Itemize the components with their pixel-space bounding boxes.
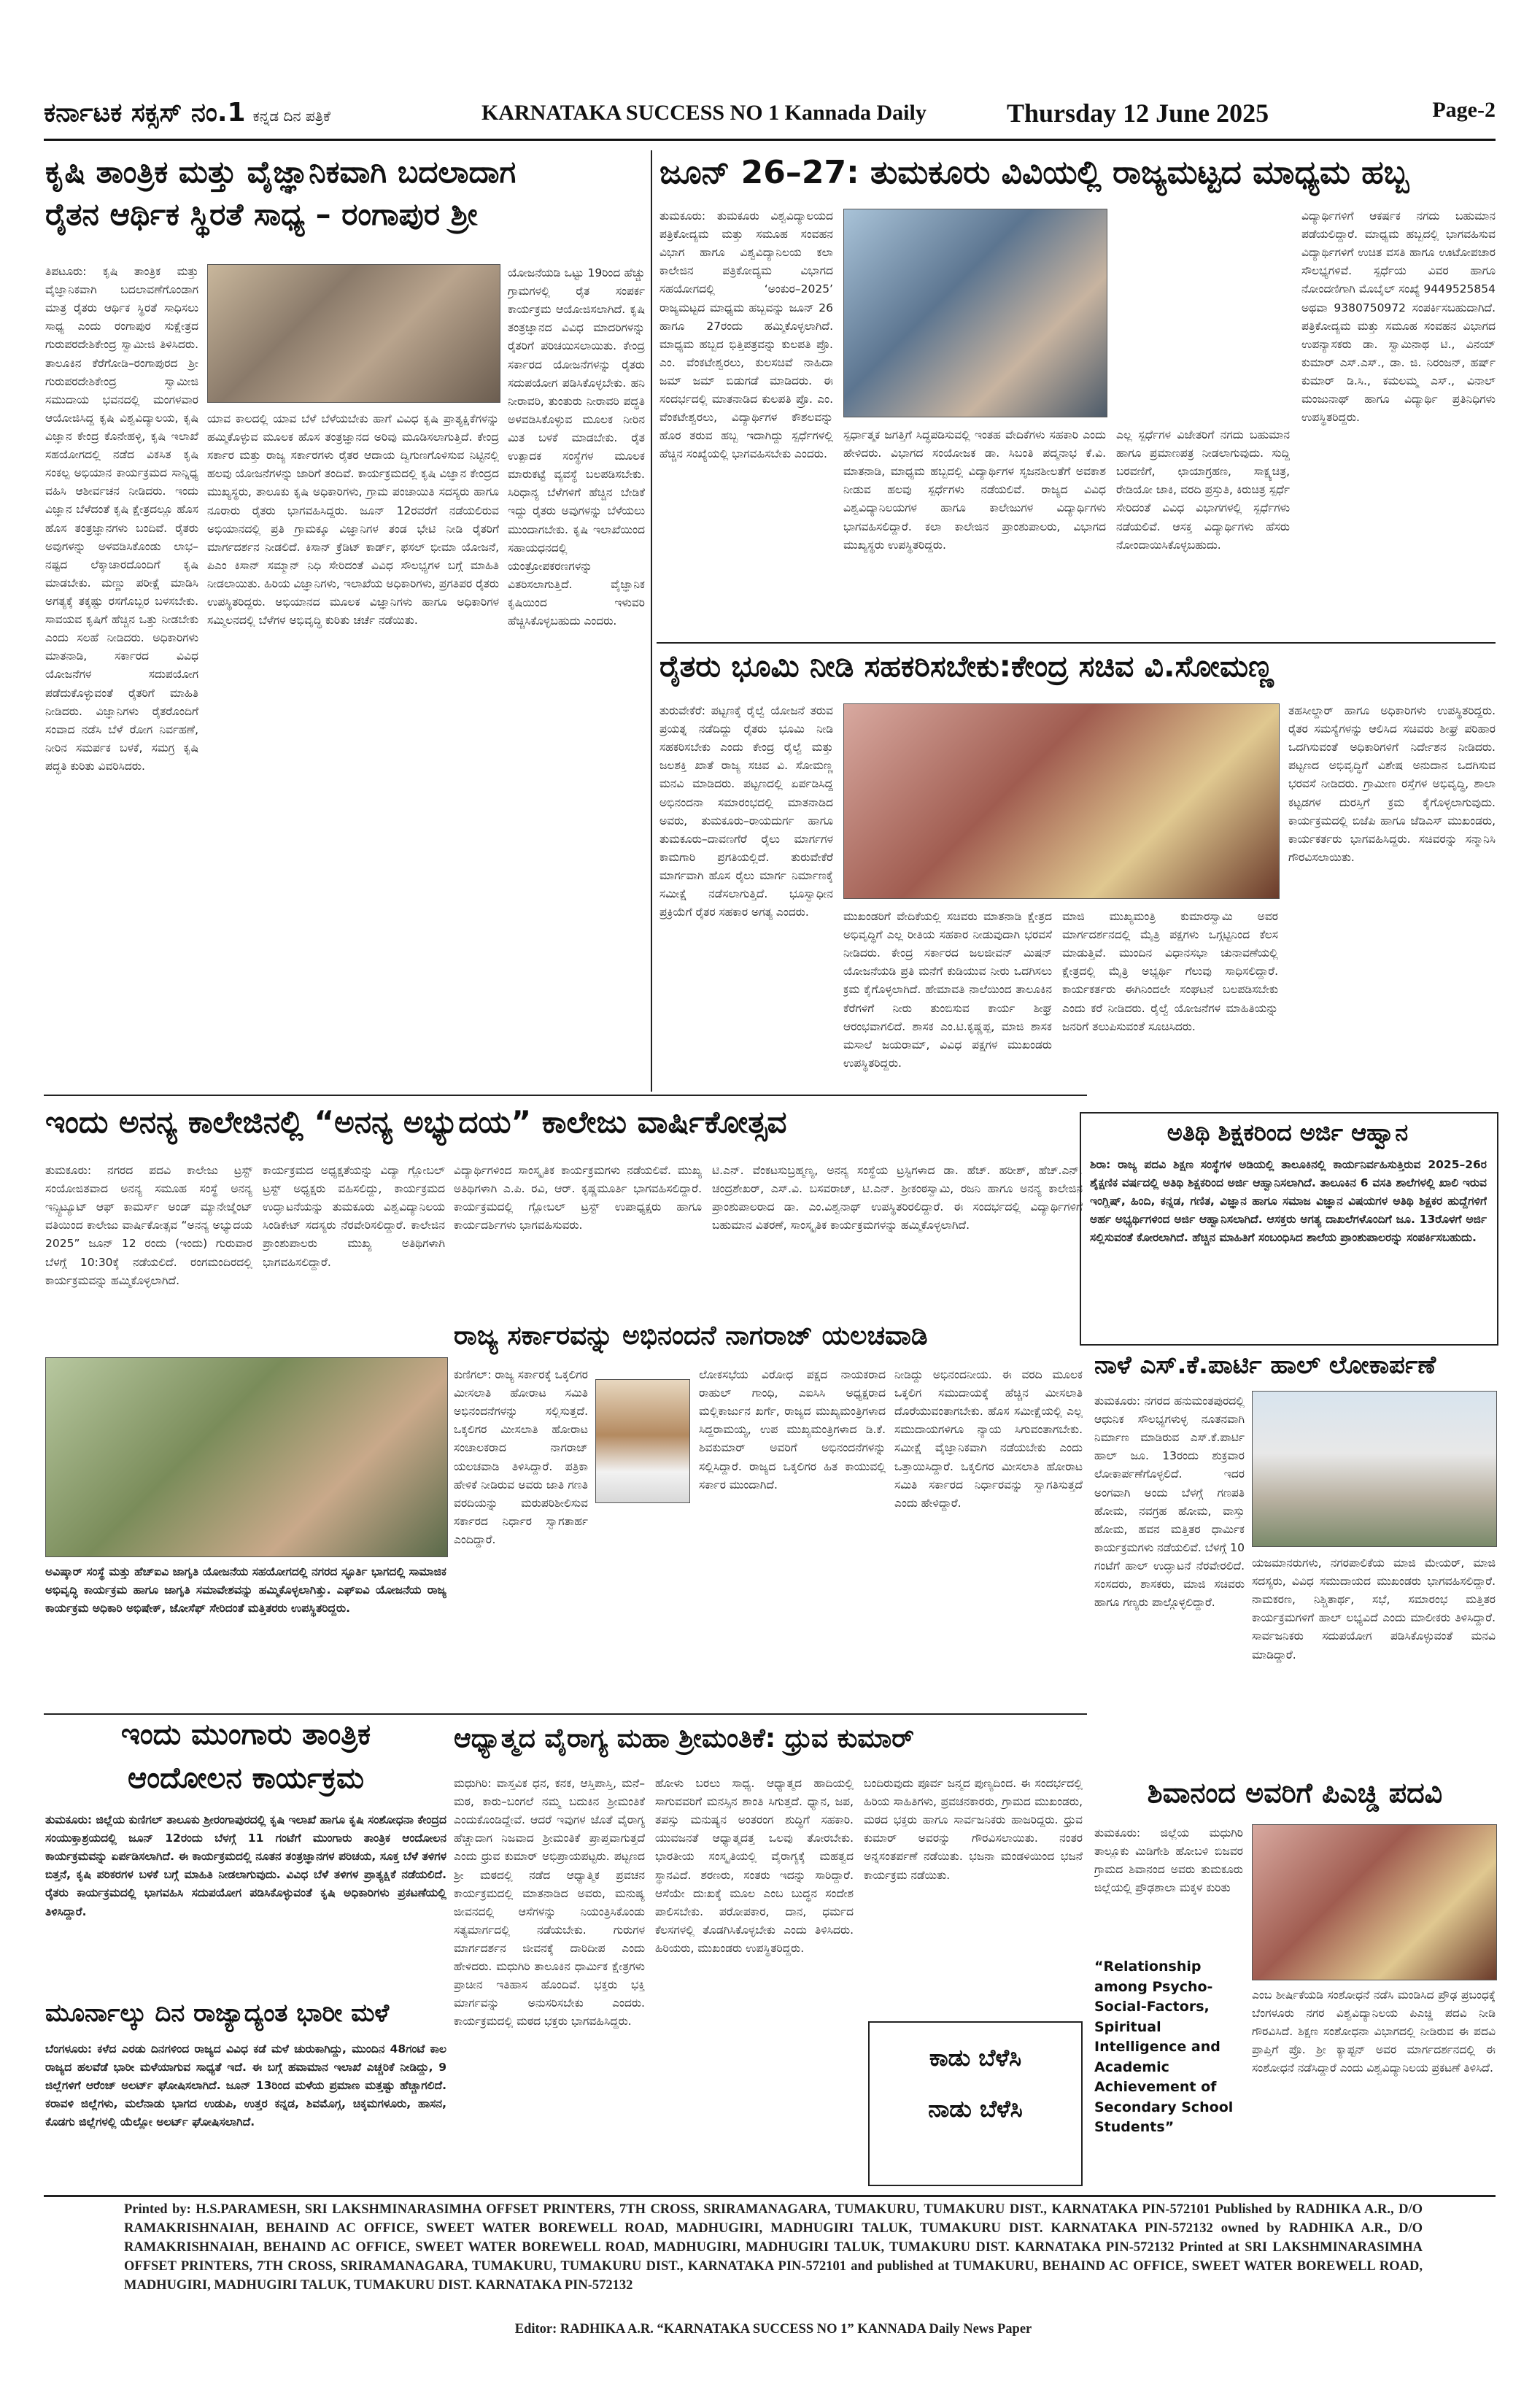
somanna-headline: ರೈತರು ಭೂಮಿ ನೀಡಿ ಸಹಕರಿಸಬೇಕು:ಕೇಂದ್ರ ಸಚಿವ ವಿ.ಸೋಮಣ್ಣ <box>659 649 1274 684</box>
ananya-body-right: ವಿದ್ಯಾರ್ಥಿಗಳಿಂದ ಸಾಂಸ್ಕೃತಿಕ ಕಾರ್ಯಕ್ರಮಗಳು ನಡೆಯಲಿವೆ. ಮುಖ್ಯ ಅತಿಥಿಗಳಾಗಿ ಎ.ಪಿ. ರವಿ, ಆರ್. ಕೃಷ್ಣಮೂರ್ತಿ ಭಾಗವಹಿಸಲಿದ್ದಾರೆ. ಕಾರ್ಯಕ್ರಮದಲ್ಲಿ ಗ್ಲೋಬಲ್ ಟ್ರಸ್ಟ್ ಉಪಾಧ್ಯಕ್ಷರು ಹಾಗೂ ಕಾರ್ಯದರ್ಶಿಗಳು ಭಾಗವಹಿಸುವರು. <box>454 1164 702 1232</box>
sk-park-photo <box>1252 1391 1497 1547</box>
shivananda-headline: ಶಿವಾನಂದ ಅವರಿಗೆ ಪಿಎಚ್ಡಿ ಪದವಿ <box>1147 1777 1443 1809</box>
page-number: Page-2 <box>1432 98 1496 122</box>
column-divider <box>651 150 652 1092</box>
somanna-body-left: ತುರುವೇಕೆರೆ: ಪಟ್ಟಣಕ್ಕೆ ರೈಲ್ವೆ ಯೋಜನೆ ತರುವ ಪ್ರಯತ್ನ ನಡೆದಿದ್ದು ರೈತರು ಭೂಮಿ ನೀಡಿ ಸಹಕರಿಸಬೇಕು ಎಂದು ಕೇಂದ್ರ ರೈಲ್ವೆ ಮತ್ತು ಜಲಶಕ್ತಿ ಖಾತೆ ರಾಜ್ಯ ಸಚಿವ ವಿ. ಸೋಮಣ್ಣ ಮನವಿ ಮಾಡಿದರು. ಪಟ್ಟಣದಲ್ಲಿ ಏರ್ಪಡಿಸಿದ್ದ ಅಭಿನಂದನಾ ಸಮಾರಂಭದಲ್ಲಿ ಮಾತನಾಡಿದ ಅವರು, ತುಮಕೂರು–ರಾಯದುರ್ಗ ಹಾಗೂ ತುಮಕೂರು–ದಾವಣಗೆರೆ ರೈಲು ಮಾರ್ಗಗಳ ಕಾಮಗಾರಿ ಪ್ರಗತಿಯಲ್ಲಿದೆ. ತುರುವೇಕೆರೆ ಮಾರ್ಗವಾಗಿ ಹೊಸ ರೈಲು ಮಾರ್ಗ ನಿರ್ಮಾಣಕ್ಕೆ ಸಮೀಕ್ಷೆ ನಡೆಸಲಾಗುತ್ತಿದೆ. ಭೂಸ್ವಾಧೀನ ಪ್ರಕ್ರಿಯೆಗೆ ರೈತರ ಸಹಕಾರ ಅಗತ್ಯ ಎಂದರು. <box>659 704 833 919</box>
newspaper-logo: ಕರ್ನಾಟಕ ಸಕ್ಸಸ್ ನಂ.1 ಕನ್ನಡ ದಿನ ಪತ್ರಿಕೆ <box>44 98 330 128</box>
rain-body: ಬೆಂಗಳೂರು: ಕಳೆದ ಎರಡು ದಿನಗಳಿಂದ ರಾಜ್ಯದ ವಿವಿಧ ಕಡೆ ಮಳೆ ಚುರುಕಾಗಿದ್ದು, ಮುಂದಿನ 48ಗಂಟೆ ಕಾಲ ರಾಜ್ಯದ ಹಲವೆಡೆ ಭಾರೀ ಮಳೆಯಾಗುವ ಸಾಧ್ಯತೆ ಇದೆ. ಈ ಬಗ್ಗೆ ಹವಾಮಾನ ಇಲಾಖೆ ಎಚ್ಚರಿಕೆ ನೀಡಿದ್ದು, 9 ಜಿಲ್ಲೆಗಳಿಗೆ ಆರೆಂಜ್ ಅಲರ್ಟ್ ಘೋಷಿಸಲಾಗಿದೆ. ಜೂನ್ 13ರಿಂದ ಮಳೆಯ ಪ್ರಮಾಣ ಮತ್ತಷ್ಟು ಹೆಚ್ಚಾಗಲಿದೆ. ಕರಾವಳಿ ಜಿಲ್ಲೆಗಳು, ಮಲೆನಾಡು ಭಾಗದ ಉಡುಪಿ, ಉತ್ತರ ಕನ್ನಡ, ಶಿವಮೊಗ್ಗ, ಚಿಕ್ಕಮಗಳೂರು, ಹಾಸನ, ಕೊಡಗು ಜಿಲ್ಲೆಗಳಲ್ಲಿ ಯೆಲ್ಲೋ ಅಲರ್ಟ್ ಘೋಷಿಸಲಾಗಿದೆ. <box>45 2042 446 2129</box>
krishi-body-left: ತಿಪಟೂರು: ಕೃಷಿ ತಾಂತ್ರಿಕ ಮತ್ತು ವೈಜ್ಞಾನಿಕವಾಗಿ ಬದಲಾವಣೆಗೊಂಡಾಗ ಮಾತ್ರ ರೈತರು ಆರ್ಥಿಕ ಸ್ಥಿರತೆ ಸಾಧಿಸಲು ಸಾಧ್ಯ ಎಂದು ರಂಗಾಪುರ ಸುಕ್ಷೇತ್ರದ ಗುರುಪರದೇಶಿಕೇಂದ್ರ ಸ್ವಾಮೀಜಿ ತಿಳಿಸಿದರು. ತಾಲೂಕಿನ ಕೆರೆಗೋಡಿ–ರಂಗಾಪುರದ ಶ್ರೀ ಗುರುಪರದೇಶಿಕೇಂದ್ರ ಸ್ವಾಮೀಜಿ ಸಮುದಾಯ ಭವನದಲ್ಲಿ ಮಂಗಳವಾರ ಆಯೋಜಿಸಿದ್ದ ಕೃಷಿ ವಿಶ್ವವಿದ್ಯಾಲಯ, ಕೃಷಿ ವಿಜ್ಞಾನ ಕೇಂದ್ರ ಕೊನೇಹಳ್ಳಿ, ಕೃಷಿ ಇಲಾಖೆ ಸಹಯೋಗದಲ್ಲಿ ನಡೆದ ವಿಕಸಿತ ಕೃಷಿ ಸಂಕಲ್ಪ ಅಭಿಯಾನ ಕಾರ್ಯಕ್ರಮದ ಸಾನ್ನಿಧ್ಯ ವಹಿಸಿ ಆಶೀರ್ವಚನ ನೀಡಿದರು. ಇಂದು ವಿಜ್ಞಾನ ಬೆಳೆದಂತೆ ಕೃಷಿ ಕ್ಷೇತ್ರದಲ್ಲೂ ಹೊಸ ಹೊಸ ತಂತ್ರಜ್ಞಾನಗಳು ಬಂದಿವೆ. ರೈತರು ಅವುಗಳನ್ನು ಅಳವಡಿಸಿಕೊಂಡು ಲಾಭ–ನಷ್ಟದ ಲೆಕ್ಕಾಚಾರದೊಂದಿಗೆ ಕೃಷಿ ಮಾಡಬೇಕು. ಮಣ್ಣು ಪರೀಕ್ಷೆ ಮಾಡಿಸಿ ಅಗತ್ಯಕ್ಕೆ ತಕ್ಕಷ್ಟು ರಸಗೊಬ್ಬರ ಬಳಸಬೇಕು. ಸಾವಯವ ಕೃಷಿಗೆ ಹೆಚ್ಚಿನ ಒತ್ತು ನೀಡಬೇಕು ಎಂದು ಸಲಹೆ ನೀಡಿದರು. ಅಧಿಕಾರಿಗಳು ಮಾತನಾಡಿ, ಸರ್ಕಾರದ ವಿವಿಧ ಯೋಜನೆಗಳ ಸದುಪಯೋಗ ಪಡೆದುಕೊಳ್ಳುವಂತೆ ರೈತರಿಗೆ ಮಾಹಿತಿ ನೀಡಿದರು. ವಿಜ್ಞಾನಿಗಳು ರೈತರೊಂದಿಗೆ ಸಂವಾದ ನಡೆಸಿ ಬೆಳೆ ರೋಗ ನಿರ್ವಹಣೆ, ನೀರಿನ ಸಮರ್ಪಕ ಬಳಕೆ, ಸಮಗ್ರ ಕೃಷಿ ಪದ್ಧತಿ ಕುರಿತು ವಿವರಿಸಿದರು. <box>45 265 198 773</box>
ananya-body-far: ಟಿ.ಎನ್. ವೆಂಕಟಸುಬ್ರಹ್ಮಣ್ಯ, ಅನನ್ಯ ಸಂಸ್ಥೆಯ ಟ್ರಸ್ಟಿಗಳಾದ ಡಾ. ಹೆಚ್. ಹರೀಶ್, ಹೆಚ್.ಎನ್. ಚಂದ್ರಶೇಖರ್, ಎಸ್.ವಿ. ಬಸವರಾಜ್, ಟಿ.ಎನ್. ಶ್ರೀಕಂಠಸ್ವಾಮಿ, ರಜನಿ ಹಾಗೂ ಅನನ್ಯ ಕಾಲೇಜಿನ ಪ್ರಾಂಶುಪಾಲರಾದ ಡಾ. ಎಂ.ವಿಶ್ವನಾಥ್ ಉಪಸ್ಥಿತರಿರಲಿದ್ದಾರೆ. ಈ ಸಂದರ್ಭದಲ್ಲಿ ವಿದ್ಯಾರ್ಥಿಗಳಿಗೆ ಬಹುಮಾನ ವಿತರಣೆ, ಸಾಂಸ್ಕೃತಿಕ ಕಾರ್ಯಕ್ರಮಗಳನ್ನು ಹಮ್ಮಿಕೊಳ್ಳಲಾಗಿದೆ. <box>712 1164 1083 1232</box>
nagaraj-headline: ರಾಜ್ಯ ಸರ್ಕಾರವನ್ನು ಅಭಿನಂದನೆ ನಾಗರಾಜ್ ಯಲಚವಾಡಿ <box>454 1321 928 1351</box>
kaadu-box <box>868 2021 1083 2186</box>
nagaraj-body-right: ನೀಡಿದ್ದು ಅಭಿನಂದನೀಯ. ಈ ವರದಿ ಮೂಲಕ ಒಕ್ಕಲಿಗ ಸಮುದಾಯಕ್ಕೆ ಹೆಚ್ಚಿನ ಮೀಸಲಾತಿ ದೊರೆಯುವಂತಾಗಬೇಕು. ಹೊಸ ಸಮೀಕ್ಷೆಯಲ್ಲಿ ಎಲ್ಲ ಸಮುದಾಯಗಳಿಗೂ ನ್ಯಾಯ ಸಿಗುವಂತಾಗಬೇಕು. ಸಮೀಕ್ಷೆ ವೈಜ್ಞಾನಿಕವಾಗಿ ನಡೆಯಬೇಕು ಎಂದು ಒತ್ತಾಯಿಸಿದ್ದಾರೆ. ಒಕ್ಕಲಿಗರ ಮೀಸಲಾತಿ ಹೋರಾಟ ಸಮಿತಿ ಸರ್ಕಾರದ ನಿರ್ಧಾರವನ್ನು ಸ್ವಾಗತಿಸುತ್ತದೆ ಎಂದು ಹೇಳಿದ್ದಾರೆ. <box>894 1368 1083 1510</box>
somanna-photo <box>843 703 1280 899</box>
june-body-left: ತುಮಕೂರು: ತುಮಕೂರು ವಿಶ್ವವಿದ್ಯಾಲಯದ ಪತ್ರಿಕೋದ್ಯಮ ಮತ್ತು ಸಮೂಹ ಸಂವಹನ ವಿಭಾಗ ಹಾಗೂ ವಿಶ್ವವಿದ್ಯಾನಿಲಯ ಕಲಾ ಕಾಲೇಜಿನ ಪತ್ರಿಕೋದ್ಯಮ ವಿಭಾಗದ ಸಹಯೋಗದಲ್ಲಿ ‘ಅಂಕುರ–2025’ ರಾಜ್ಯಮಟ್ಟದ ಮಾಧ್ಯಮ ಹಬ್ಬವನ್ನು ಜೂನ್ 26 ಹಾಗೂ 27ರಂದು ಹಮ್ಮಿಕೊಳ್ಳಲಾಗಿದೆ. ಮಾಧ್ಯಮ ಹಬ್ಬದ ಭಿತ್ತಿಪತ್ರವನ್ನು ಕುಲಪತಿ ಪ್ರೊ. ಎಂ. ವೆಂಕಟೇಶ್ವರಲು, ಕುಲಸಚಿವೆ ನಾಹಿದಾ ಜಮ್ ಜಮ್ ಬಿಡುಗಡೆ ಮಾಡಿದರು. ಈ ಸಂದರ್ಭದಲ್ಲಿ ಮಾತನಾಡಿದ ಕುಲಪತಿ ಪ್ರೊ. ಎಂ. ವೆಂಕಟೇಶ್ವರಲು, ವಿದ್ಯಾರ್ಥಿಗಳ ಕೌಶಲವನ್ನು ಹೊರ ತರುವ ಹಬ್ಬ ಇದಾಗಿದ್ದು ಸ್ಪರ್ಧೆಗಳಲ್ಲಿ ಹೆಚ್ಚಿನ ಸಂಖ್ಯೆಯಲ್ಲಿ ಭಾಗವಹಿಸಬೇಕು ಎಂದರು. <box>659 209 833 461</box>
ananya-caption: ಅವಿಷ್ಕಾರ್ ಸಂಸ್ಥೆ ಮತ್ತು ಹೆಚ್ಐವಿ ಜಾಗೃತಿ ಯೋಜನೆಯ ಸಹಯೋಗದಲ್ಲಿ ನಗರದ ಸ್ಫೂರ್ತಿ ಭಾಗದಲ್ಲಿ ಸಾಮಾಜಿಕ ಅಭಿವೃದ್ಧಿ ಕಾರ್ಯಕ್ರಮ ಹಾಗೂ ಜಾಗೃತಿ ಸಮಾವೇಶವನ್ನು ಹಮ್ಮಿಕೊಳ್ಳಲಾಗಿತ್ತು. ಎಫ್ಐವಿ ಯೋಜನೆಯ ರಾಜ್ಯ ಕಾರ್ಯಕ್ರಮ ಅಧಿಕಾರಿ ಅಭಿಷೇಕ್, ಜೋಸೆಫ್ ಸೇರಿದಂತೆ ಮತ್ತಿತರರು ಉಪಸ್ಥಿತರಿದ್ದರು. <box>45 1565 446 1616</box>
masthead <box>44 98 1496 141</box>
krishi-headline-2: ರೈತನ ಆರ್ಥಿಕ ಸ್ಥಿರತೆ ಸಾಧ್ಯ – ರಂಗಾಪುರ ಶ್ರೀ <box>45 196 478 232</box>
ananya-body-mid: ಕಾರ್ಯಕ್ರಮದ ಅಧ್ಯಕ್ಷತೆಯನ್ನು ವಿದ್ಯಾ ಗ್ಲೋಬಲ್ ಟ್ರಸ್ಟ್ ಅಧ್ಯಕ್ಷರು ವಹಿಸಲಿದ್ದು, ಕಾರ್ಯಕ್ರಮದ ಉದ್ಘಾಟನೆಯನ್ನು ತುಮಕೂರು ವಿಶ್ವವಿದ್ಯಾನಿಲಯ ಸಿಂಡಿಕೇಟ್ ಸದಸ್ಯರು ನೆರವೇರಿಸಲಿದ್ದಾರೆ. ಕಾಲೇಜಿನ ಪ್ರಾಂಶುಪಾಲರು ಮುಖ್ಯ ಅತಿಥಿಗಳಾಗಿ ಭಾಗವಹಿಸಲಿದ್ದಾರೆ. <box>263 1164 445 1269</box>
thesis-title: “Relationship among Psycho-Social-Factors, Spiritual Intelligence and Academic Achievement of Secondary School Students” <box>1094 1959 1234 2136</box>
june-body-right: ಎಲ್ಲ ಸ್ಪರ್ಧೆಗಳ ವಿಜೇತರಿಗೆ ನಗದು ಬಹುಮಾನ ಹಾಗೂ ಪ್ರಮಾಣಪತ್ರ ನೀಡಲಾಗುವುದು. ಸುದ್ದಿ ಬರವಣಿಗೆ, ಛಾಯಾಗ್ರಹಣ, ಸಾಕ್ಷ್ಯಚಿತ್ರ, ರೇಡಿಯೋ ಜಾಕಿ, ವರದಿ ಪ್ರಸ್ತುತಿ, ಕಿರುಚಿತ್ರ ಸ್ಪರ್ಧೆ ಸೇರಿದಂತೆ ವಿವಿಧ ವಿಭಾಗಗಳಲ್ಲಿ ಸ್ಪರ್ಧೆಗಳು ನಡೆಯಲಿವೆ. ಆಸಕ್ತ ವಿದ್ಯಾರ್ಥಿಗಳು ಹೆಸರು ನೋಂದಾಯಿಸಿಕೊಳ್ಳಬಹುದು. <box>1116 428 1290 552</box>
somanna-body-mid: ಮುಖಂಡರಿಗೆ ವೇದಿಕೆಯಲ್ಲಿ ಸಚಿವರು ಮಾತನಾಡಿ ಕ್ಷೇತ್ರದ ಅಭಿವೃದ್ಧಿಗೆ ಎಲ್ಲ ರೀತಿಯ ಸಹಕಾರ ನೀಡುವುದಾಗಿ ಭರವಸೆ ನೀಡಿದರು. ಕೇಂದ್ರ ಸರ್ಕಾರದ ಜಲಜೀವನ್ ಮಿಷನ್ ಯೋಜನೆಯಡಿ ಪ್ರತಿ ಮನೆಗೆ ಕುಡಿಯುವ ನೀರು ಒದಗಿಸಲು ಕ್ರಮ ಕೈಗೊಳ್ಳಲಾಗಿದೆ. ಹೇಮಾವತಿ ನಾಲೆಯಿಂದ ತಾಲೂಕಿನ ಕೆರೆಗಳಿಗೆ ನೀರು ತುಂಬಿಸುವ ಕಾರ್ಯ ಶೀಘ್ರ ಆರಂಭವಾಗಲಿದೆ. ಶಾಸಕ ಎಂ.ಟಿ.ಕೃಷ್ಣಪ್ಪ, ಮಾಜಿ ಶಾಸಕ ಮಸಾಲೆ ಜಯರಾಮ್, ವಿವಿಧ ಪಕ್ಷಗಳ ಮುಖಂಡರು ಉಪಸ್ಥಿತರಿದ್ದರು. <box>843 910 1052 1070</box>
rain-headline: ಮೂರ್ನಾಲ್ಕು ದಿನ ರಾಜ್ಯಾದ್ಯಂತ ಭಾರೀ ಮಳೆ <box>45 1999 390 2028</box>
ananya-body-left: ತುಮಕೂರು: ನಗರದ ಪದವಿ ಕಾಲೇಜು ಟ್ರಸ್ಟ್ ಸಂಯೋಜಿತವಾದ ಅನನ್ಯ ಸಮೂಹ ಸಂಸ್ಥೆ ಅನನ್ಯ ಇನ್ಸ್ಟಿಟ್ಯೂಟ್ ಆಫ್ ಕಾಮರ್ಸ್ ಅಂಡ್ ಮ್ಯಾನೇಜ್ಮೆಂಟ್ ವತಿಯಿಂದ ಕಾಲೇಜು ವಾರ್ಷಿಕೋತ್ಸವ “ಅನನ್ಯ ಅಭ್ಯುದಯ 2025” ಜೂನ್ 12 ರಂದು (ಇಂದು) ಗುರುವಾರ ಬೆಳಗ್ಗೆ 10:30ಕ್ಕೆ ನಡೆಯಲಿದೆ. ರಂಗಮಂದಿರದಲ್ಲಿ ಕಾರ್ಯಕ್ರಮವನ್ನು ಹಮ್ಮಿಕೊಳ್ಳಲಾಗಿದೆ. <box>45 1164 252 1287</box>
issue-date: Thursday 12 June 2025 <box>1007 99 1269 128</box>
somanna-body-right: ಮಾಜಿ ಮುಖ್ಯಮಂತ್ರಿ ಕುಮಾರಸ್ವಾಮಿ ಅವರ ಮಾರ್ಗದರ್ಶನದಲ್ಲಿ ಮೈತ್ರಿ ಪಕ್ಷಗಳು ಒಗ್ಗಟ್ಟಿನಿಂದ ಕೆಲಸ ಮಾಡುತ್ತಿವೆ. ಮುಂದಿನ ವಿಧಾನಸಭಾ ಚುನಾವಣೆಯಲ್ಲಿ ಕ್ಷೇತ್ರದಲ್ಲಿ ಮೈತ್ರಿ ಅಭ್ಯರ್ಥಿ ಗೆಲುವು ಸಾಧಿಸಲಿದ್ದಾರೆ. ಕಾರ್ಯಕರ್ತರು ಈಗಿನಿಂದಲೇ ಸಂಘಟನೆ ಬಲಪಡಿಸಬೇಕು ಎಂದು ಕರೆ ನೀಡಿದರು. ರೈಲ್ವೆ ಯೋಜನೆಗಳ ಮಾಹಿತಿಯನ್ನು ಜನರಿಗೆ ತಲುಪಿಸುವಂತೆ ಸೂಚಿಸಿದರು. <box>1062 910 1278 1033</box>
masthead-center-title: KARNATAKA SUCCESS NO 1 Kannada Daily <box>481 101 926 125</box>
nagaraj-body-left: ಕುಣಿಗಲ್: ರಾಜ್ಯ ಸರ್ಕಾರಕ್ಕೆ ಒಕ್ಕಲಿಗರ ಮೀಸಲಾತಿ ಹೋರಾಟ ಸಮಿತಿ ಅಭಿನಂದನೆಗಳನ್ನು ಸಲ್ಲಿಸುತ್ತದೆ. ಒಕ್ಕಲಿಗರ ಮೀಸಲಾತಿ ಹೋರಾಟ ಸಂಚಾಲಕರಾದ ನಾಗರಾಜ್ ಯಲಚವಾಡಿ ತಿಳಿಸಿದ್ದಾರೆ. ಪತ್ರಿಕಾ ಹೇಳಿಕೆ ನೀಡಿರುವ ಅವರು ಜಾತಿ ಗಣತಿ ವರದಿಯನ್ನು ಮರುಪರಿಶೀಲಿಸುವ ಸರ್ಕಾರದ ನಿರ್ಧಾರ ಸ್ವಾಗತಾರ್ಹ ಎಂದಿದ್ದಾರೆ. <box>454 1368 588 1546</box>
footer-rule <box>44 2195 1496 2197</box>
atithi-box <box>1080 1112 1498 1346</box>
footer-imprint: Printed by: H.S.PARAMESH, SRI LAKSHMINARASIMHA OFFSET PRINTERS, 7TH CROSS, SRIRAMANAGARA, TUMAKURU, TUMAKURU DIST., KARNATAKA PIN-572101 Published by RADHIKA A.R., D/O RAMAKRISHNAIAH, BEHAIND AC OFFICE, SWEET WATER BOREWELL ROAD, MADHUGIRI, MADHUGIRI TALUK, TUMAKURU DIST. KARNATAKA PIN-572132 owned by RADHIKA A.R., D/O RAMAKRISHNAIAH, BEHAIND AC OFFICE, SWEET WATER BOREWELL ROAD, MADHUGIRI, MADHUGIRI TALUK, TUMAKURU DIST. KARNATAKA PIN-572132 Printed at SRI LAKSHMINARASIMHA OFFSET PRINTERS, 7TH CROSS, SRIRAMANAGARA, TUMAKURU, TUMAKURU DIST., KARNATAKA PIN-572101 and published at TUMAKURU, BEHAIND AC OFFICE, SWEET WATER BOREWELL ROAD, MADHUGIRI, MADHUGIRI TALUK, TUMAKURU DIST. KARNATAKA PIN-572132 <box>124 2202 1423 2293</box>
section-divider <box>44 1095 1087 1096</box>
atithi-headline: ಅತಿಥಿ ಶಿಕ್ಷಕರಿಂದ ಅರ್ಜಿ ಆಹ್ವಾನ <box>1167 1119 1409 1146</box>
atithi-body: ಶಿರಾ: ರಾಜ್ಯ ಪದವಿ ಶಿಕ್ಷಣ ಸಂಸ್ಥೆಗಳ ಅಡಿಯಲ್ಲಿ ತಾಲೂಕಿನಲ್ಲಿ ಕಾರ್ಯನಿರ್ವಹಿಸುತ್ತಿರುವ 2025–26ರ ಶೈಕ್ಷಣಿಕ ವರ್ಷದಲ್ಲಿ ಅತಿಥಿ ಶಿಕ್ಷಕರಿಂದ ಅರ್ಜಿ ಆಹ್ವಾನಿಸಲಾಗಿದೆ. ತಾಲೂಕಿನ 6 ವಸತಿ ಶಾಲೆಗಳಲ್ಲಿ ಖಾಲಿ ಇರುವ ಇಂಗ್ಲಿಷ್, ಹಿಂದಿ, ಕನ್ನಡ, ಗಣಿತ, ವಿಜ್ಞಾನ ಹಾಗೂ ಸಮಾಜ ವಿಜ್ಞಾನ ವಿಷಯಗಳ ಅತಿಥಿ ಶಿಕ್ಷಕರ ಹುದ್ದೆಗಳಿಗೆ ಅರ್ಹ ಅಭ್ಯರ್ಥಿಗಳಿಂದ ಅರ್ಜಿ ಆಹ್ವಾನಿಸಲಾಗಿದೆ. ಆಸಕ್ತರು ಅಗತ್ಯ ದಾಖಲೆಗಳೊಂದಿಗೆ ಜೂ. 13ರೊಳಗೆ ಅರ್ಜಿ ಸಲ್ಲಿಸುವಂತೆ ಕೋರಲಾಗಿದೆ. ಹೆಚ್ಚಿನ ಮಾಹಿತಿಗೆ ಸಂಬಂಧಿಸಿದ ಶಾಲೆಯ ಪ್ರಾಂಶುಪಾಲರನ್ನು ಸಂಪರ್ಕಿಸಬಹುದು. <box>1090 1158 1487 1245</box>
sk-park-body-right: ಯಜಮಾನರುಗಳು, ನಗರಪಾಲಿಕೆಯ ಮಾಜಿ ಮೇಯರ್, ಮಾಜಿ ಸದಸ್ಯರು, ವಿವಿಧ ಸಮುದಾಯದ ಮುಖಂಡರು ಭಾಗವಹಿಸಲಿದ್ದಾರೆ. ನಾಮಕರಣ, ನಿಶ್ಚಿತಾರ್ಥ, ಸಭೆ, ಸಮಾರಂಭ ಮತ್ತಿತರ ಕಾರ್ಯಕ್ರಮಗಳಿಗೆ ಹಾಲ್ ಲಭ್ಯವಿದೆ ಎಂದು ಮಾಲೀಕರು ತಿಳಿಸಿದ್ದಾರೆ. ಸಾರ್ವಜನಿಕರು ಸದುಪಯೋಗ ಪಡಿಸಿಕೊಳ್ಳುವಂತೆ ಮನವಿ ಮಾಡಿದ್ದಾರೆ. <box>1252 1556 1496 1662</box>
shivananda-body-bottom: ಎಂಬ ಶೀರ್ಷಿಕೆಯಡಿ ಸಂಶೋಧನೆ ನಡೆಸಿ ಮಂಡಿಸಿದ ಪ್ರೌಢ ಪ್ರಬಂಧಕ್ಕೆ ಬೆಂಗಳೂರು ನಗರ ವಿಶ್ವವಿದ್ಯಾನಿಲಯ ಪಿಎಚ್ಡಿ ಪದವಿ ನೀಡಿ ಗೌರವಿಸಿದೆ. ಶಿಕ್ಷಣ ಸಂಶೋಧನಾ ವಿಭಾಗದಲ್ಲಿ ನೀಡಿರುವ ಈ ಪದವಿ ಪ್ರಾಪ್ತಿಗೆ ಪ್ರೊ. ಶ್ರೀ ಕ್ಯಾಪ್ಟನ್ ಅವರ ಮಾರ್ಗದರ್ಶನದಲ್ಲಿ ಈ ಸಂಶೋಧನೆ ನಡೆಸಿದ್ದಾರೆ ಎಂದು ವಿಶ್ವವಿದ್ಯಾನಿಲಯ ಪ್ರಕಟಣೆ ತಿಳಿಸಿದೆ. <box>1252 1988 1496 2075</box>
dhruva-headline: ಆಧ್ಯಾತ್ಮದ ವೈರಾಗ್ಯ ಮಹಾ ಶ್ರೀಮಂತಿಕೆ: ಧ್ರುವ ಕುಮಾರ್ <box>454 1724 914 1753</box>
mungaru-headline-2: ಆಂದೋಲನ ಕಾರ್ಯಕ್ರಮ <box>127 1761 365 1795</box>
krishi-headline-1: ಕೃಷಿ ತಾಂತ್ರಿಕ ಮತ್ತು ವೈಜ್ಞಾನಿಕವಾಗಿ ಬದಲಾದಾಗ <box>45 154 517 190</box>
sk-park-body: ತುಮಕೂರು: ನಗರದ ಹನುಮಂತಪುರದಲ್ಲಿ ಆಧುನಿಕ ಸೌಲಭ್ಯಗಳುಳ್ಳ ನೂತನವಾಗಿ ನಿರ್ಮಾಣ ಮಾಡಿರುವ ಎಸ್.ಕೆ.ಪಾರ್ಟಿ ಹಾಲ್ ಜೂ. 13ರಂದು ಶುಕ್ರವಾರ ಲೋಕಾರ್ಪಣೆಗೊಳ್ಳಲಿದೆ. ಇದರ ಅಂಗವಾಗಿ ಅಂದು ಬೆಳಗ್ಗೆ ಗಣಪತಿ ಹೋಮ, ನವಗ್ರಹ ಹೋಮ, ವಾಸ್ತು ಹೋಮ, ಹವನ ಮತ್ತಿತರ ಧಾರ್ಮಿಕ ಕಾರ್ಯಕ್ರಮಗಳು ನಡೆಯಲಿವೆ. ಬೆಳಗ್ಗೆ 10 ಗಂಟೆಗೆ ಹಾಲ್ ಉದ್ಘಾಟನೆ ನೆರವೇರಲಿದೆ. ಸಂಸದರು, ಶಾಸಕರು, ಮಾಜಿ ಸಚಿವರು ಹಾಗೂ ಗಣ್ಯರು ಪಾಲ್ಗೊಳ್ಳಲಿದ್ದಾರೆ. <box>1094 1394 1245 1610</box>
shivananda-body-top: ತುಮಕೂರು: ಜಿಲ್ಲೆಯ ಮಧುಗಿರಿ ತಾಲ್ಲೂಕು ಮಿಡಿಗೇಶಿ ಹೋಬಳಿ ಬಿಜವರ ಗ್ರಾಮದ ಶಿವಾನಂದ ಅವರು ತುಮಕೂರು ಜಿಲ್ಲೆಯಲ್ಲಿ ಪ್ರೌಢಶಾಲಾ ಮಕ್ಕಳ ಕುರಿತು <box>1094 1826 1243 1895</box>
section-divider <box>657 642 1496 644</box>
footer-editor: Editor: RADHIKA A.R. “KARNATAKA SUCCESS NO 1” KANNADA Daily News Paper <box>514 2322 1032 2336</box>
dhruva-body-right: ಬಂದಿರುವುದು ಪೂರ್ವ ಜನ್ಮದ ಪುಣ್ಯದಿಂದ. ಈ ಸಂದರ್ಭದಲ್ಲಿ ಹಿರಿಯ ಸಾಹಿತಿಗಳು, ಪ್ರವಚನಕಾರರು, ಗ್ರಾಮದ ಮುಖಂಡರು, ಮಠದ ಭಕ್ತರು ಹಾಗೂ ಸಾರ್ವಜನಿಕರು ಹಾಜರಿದ್ದರು. ಧ್ರುವ ಕುಮಾರ್ ಅವರನ್ನು ಗೌರವಿಸಲಾಯಿತು. ನಂತರ ಅನ್ನಸಂತರ್ಪಣೆ ನಡೆಯಿತು. ಭಜನಾ ಮಂಡಳಿಯಿಂದ ಭಜನೆ ಕಾರ್ಯಕ್ರಮ ನಡೆಯಿತು. <box>864 1777 1083 1882</box>
tagline: ಕನ್ನಡ ದಿನ ಪತ್ರಿಕೆ <box>252 107 330 125</box>
nagaraj-portrait <box>595 1379 690 1503</box>
mungaru-body: ತುಮಕೂರು: ಜಿಲ್ಲೆಯ ಕುಣಿಗಲ್ ತಾಲೂಕು ಶ್ರೀರಂಗಾಪುರದಲ್ಲಿ ಕೃಷಿ ಇಲಾಖೆ ಹಾಗೂ ಕೃಷಿ ಸಂಶೋಧನಾ ಕೇಂದ್ರದ ಸಂಯುಕ್ತಾಶ್ರಯದಲ್ಲಿ ಜೂನ್ 12ರಂದು ಬೆಳಗ್ಗೆ 11 ಗಂಟೆಗೆ ಮುಂಗಾರು ತಾಂತ್ರಿಕ ಆಂದೋಲನ ಕಾರ್ಯಕ್ರಮವನ್ನು ಏರ್ಪಡಿಸಲಾಗಿದೆ. ಈ ಕಾರ್ಯಕ್ರಮದಲ್ಲಿ ನೂತನ ತಂತ್ರಜ್ಞಾನಗಳ ಪರಿಚಯ, ಸೂಕ್ತ ಬೆಳೆ ತಳಿಗಳ ಬಿತ್ತನೆ, ಕೃಷಿ ಪರಿಕರಗಳ ಬಳಕೆ ಬಗ್ಗೆ ಮಾಹಿತಿ ನೀಡಲಾಗುವುದು. ವಿವಿಧ ಬೆಳೆ ತಳಿಗಳ ಪ್ರಾತ್ಯಕ್ಷಿಕೆ ನಡೆಯಲಿದೆ. ರೈತರು ಕಾರ್ಯಕ್ರಮದಲ್ಲಿ ಭಾಗವಹಿಸಿ ಸದುಪಯೋಗ ಪಡಿಸಿಕೊಳ್ಳುವಂತೆ ಕೃಷಿ ಅಧಿಕಾರಿಗಳು ಪ್ರಕಟಣೆಯಲ್ಲಿ ತಿಳಿಸಿದ್ದಾರೆ. <box>45 1813 446 1918</box>
krishi-photo <box>207 264 500 403</box>
june-photo <box>843 209 1107 417</box>
kaadu-line-2: ನಾಡು ಬೆಳೆಸಿ <box>928 2095 1023 2123</box>
ananya-photo <box>45 1357 448 1557</box>
krishi-body-mid: ಯಾವ ಕಾಲದಲ್ಲಿ ಯಾವ ಬೆಳೆ ಬೆಳೆಯಬೇಕು ಹಾಗೆ ವಿವಿಧ ಕೃಷಿ ಪ್ರಾತ್ಯಕ್ಷಿಕೆಗಳನ್ನು ಹಮ್ಮಿಕೊಳ್ಳುವ ಮೂಲಕ ಹೊಸ ತಂತ್ರಜ್ಞಾನದ ಅರಿವು ಮೂಡಿಸಲಾಗುತ್ತಿದೆ. ಕೇಂದ್ರ ಸರ್ಕಾರ ಮತ್ತು ರಾಜ್ಯ ಸರ್ಕಾರಗಳು ರೈತರ ಆದಾಯ ದ್ವಿಗುಣಗೊಳಿಸುವ ನಿಟ್ಟಿನಲ್ಲಿ ಹಲವು ಯೋಜನೆಗಳನ್ನು ಜಾರಿಗೆ ತಂದಿವೆ. ಕಾರ್ಯಕ್ರಮದಲ್ಲಿ ಕೃಷಿ ವಿಜ್ಞಾನ ಕೇಂದ್ರದ ಮುಖ್ಯಸ್ಥರು, ತಾಲೂಕು ಕೃಷಿ ಅಧಿಕಾರಿಗಳು, ಗ್ರಾಮ ಪಂಚಾಯಿತಿ ಸದಸ್ಯರು ಹಾಗೂ ನೂರಾರು ರೈತರು ಭಾಗವಹಿಸಿದ್ದರು. ಜೂನ್ 12ರವರೆಗೆ ನಡೆಯಲಿರುವ ಅಭಿಯಾನದಲ್ಲಿ ಪ್ರತಿ ಗ್ರಾಮಕ್ಕೂ ವಿಜ್ಞಾನಿಗಳ ತಂಡ ಭೇಟಿ ನೀಡಿ ರೈತರಿಗೆ ಮಾರ್ಗದರ್ಶನ ನೀಡಲಿದೆ. ಕಿಸಾನ್ ಕ್ರೆಡಿಟ್ ಕಾರ್ಡ್, ಫಸಲ್ ಭೀಮಾ ಯೋಜನೆ, ಪಿಎಂ ಕಿಸಾನ್ ಸಮ್ಮಾನ್ ನಿಧಿ ಸೇರಿದಂತೆ ವಿವಿಧ ಸೌಲಭ್ಯಗಳ ಬಗ್ಗೆ ಮಾಹಿತಿ ನೀಡಲಾಯಿತು. ಹಿರಿಯ ವಿಜ್ಞಾನಿಗಳು, ಇಲಾಖೆಯ ಅಧಿಕಾರಿಗಳು, ಪ್ರಗತಿಪರ ರೈತರು ಉಪಸ್ಥಿತರಿದ್ದರು. ಅಭಿಯಾನದ ಮೂಲಕ ವಿಜ್ಞಾನಿಗಳು ಹಾಗೂ ಅಧಿಕಾರಿಗಳ ಸಮ್ಮಿಲನದಲ್ಲಿ ಬೆಳೆಗಳ ಅಭಿವೃದ್ಧಿ ಕುರಿತು ಚರ್ಚೆ ನಡೆಯಿತು. <box>207 412 499 628</box>
june-body-far: ವಿದ್ಯಾರ್ಥಿಗಳಿಗೆ ಆಕರ್ಷಕ ನಗದು ಬಹುಮಾನ ಪಡೆಯಲಿದ್ದಾರೆ. ಮಾಧ್ಯಮ ಹಬ್ಬದಲ್ಲಿ ಭಾಗವಹಿಸುವ ವಿದ್ಯಾರ್ಥಿಗಳಿಗೆ ಉಚಿತ ವಸತಿ ಹಾಗೂ ಊಟೋಪಚಾರ ಸೌಲಭ್ಯಗಳಿವೆ. ಸ್ಪರ್ಧೆಯ ವಿವರ ಹಾಗೂ ನೋಂದಣಿಗಾಗಿ ಮೊಬೈಲ್ ಸಂಖ್ಯೆ 9449525854 ಅಥವಾ 9380750972 ಸಂಪರ್ಕಿಸಬಹುದಾಗಿದೆ. ಪತ್ರಿಕೋದ್ಯಮ ಮತ್ತು ಸಮೂಹ ಸಂವಹನ ವಿಭಾಗದ ಉಪನ್ಯಾಸಕರು ಡಾ. ಸ್ವಾಮಿನಾಥ ಟಿ., ವಿನಯ್ ಕುಮಾರ್ ಎಸ್.ಎಸ್., ಡಾ. ಜಿ. ನಿರಂಜನ್, ಹರ್ಷ್ ಕುಮಾರ್ ಡಿ.ಸಿ., ಕಮಲಮ್ಮ ಎಸ್., ವಿನಾಲ್ ಮಂಜುನಾಥ್ ಹಾಗೂ ವಿದ್ಯಾರ್ಥಿ ಪ್ರತಿನಿಧಿಗಳು ಉಪಸ್ಥಿತರಿದ್ದರು. <box>1301 209 1496 425</box>
sk-park-headline: ನಾಳೆ ಎಸ್.ಕೆ.ಪಾರ್ಟಿ ಹಾಲ್ ಲೋಕಾರ್ಪಣೆ <box>1094 1351 1436 1380</box>
ananya-headline: ಇಂದು ಅನನ್ಯ ಕಾಲೇಜಿನಲ್ಲಿ “ಅನನ್ಯ ಅಭ್ಯುದಯ” ಕಾಲೇಜು ವಾರ್ಷಿಕೋತ್ಸವ <box>45 1104 787 1140</box>
dhruva-body-left: ಮಧುಗಿರಿ: ವಾಸ್ತವಿಕ ಧನ, ಕನಕ, ಆಸ್ತಿಪಾಸ್ತಿ, ಮನೆ–ಮಠ, ಕಾರು–ಬಂಗಲೆ ನಮ್ಮ ಬದುಕಿನ ಶ್ರೀಮಂತಿಕೆ ಎಂದುಕೊಂಡಿದ್ದೇವೆ. ಆದರೆ ಇವುಗಳ ಜೊತೆ ವೈರಾಗ್ಯ ಹೆಚ್ಚಾದಾಗ ನಿಜವಾದ ಶ್ರೀಮಂತಿಕೆ ಪ್ರಾಪ್ತವಾಗುತ್ತದೆ ಎಂದು ಧ್ರುವ ಕುಮಾರ್ ಅಭಿಪ್ರಾಯಪಟ್ಟರು. ಪಟ್ಟಣದ ಶ್ರೀ ಮಠದಲ್ಲಿ ನಡೆದ ಆಧ್ಯಾತ್ಮಿಕ ಪ್ರವಚನ ಕಾರ್ಯಕ್ರಮದಲ್ಲಿ ಮಾತನಾಡಿದ ಅವರು, ಮನುಷ್ಯ ಜೀವನದಲ್ಲಿ ಆಸೆಗಳನ್ನು ನಿಯಂತ್ರಿಸಿಕೊಂಡು ಸತ್ಯಮಾರ್ಗದಲ್ಲಿ ನಡೆಯಬೇಕು. ಗುರುಗಳ ಮಾರ್ಗದರ್ಶನ ಜೀವನಕ್ಕೆ ದಾರಿದೀಪ ಎಂದು ಹೇಳಿದರು. ಮಧುಗಿರಿ ತಾಲೂಕಿನ ಧಾರ್ಮಿಕ ಕ್ಷೇತ್ರಗಳು ಪ್ರಾಚೀನ ಇತಿಹಾಸ ಹೊಂದಿವೆ. ಭಕ್ತರು ಭಕ್ತಿ ಮಾರ್ಗವನ್ನು ಅನುಸರಿಸಬೇಕು ಎಂದರು. ಕಾರ್ಯಕ್ರಮದಲ್ಲಿ ಮಠದ ಭಕ್ತರು ಭಾಗವಹಿಸಿದ್ದರು. <box>454 1777 645 2029</box>
shivananda-photo <box>1252 1824 1497 1980</box>
section-divider <box>44 1713 1087 1715</box>
june-body-mid: ಸ್ಪರ್ಧಾತ್ಮಕ ಜಗತ್ತಿಗೆ ಸಿದ್ಧಪಡಿಸುವಲ್ಲಿ ಇಂತಹ ವೇದಿಕೆಗಳು ಸಹಕಾರಿ ಎಂದು ಹೇಳಿದರು. ವಿಭಾಗದ ಸಂಯೋಜಕ ಡಾ. ಸಿಬಂತಿ ಪದ್ಮನಾಭ ಕೆ.ವಿ. ಮಾತನಾಡಿ, ಮಾಧ್ಯಮ ಹಬ್ಬದಲ್ಲಿ ವಿದ್ಯಾರ್ಥಿಗಳ ಸೃಜನಶೀಲತೆಗೆ ಅವಕಾಶ ನೀಡುವ ಹಲವು ಸ್ಪರ್ಧೆಗಳು ನಡೆಯಲಿವೆ. ರಾಜ್ಯದ ವಿವಿಧ ವಿಶ್ವವಿದ್ಯಾನಿಲಯಗಳ ಹಾಗೂ ಕಾಲೇಜುಗಳ ವಿದ್ಯಾರ್ಥಿಗಳು ಭಾಗವಹಿಸಲಿದ್ದಾರೆ. ಕಲಾ ಕಾಲೇಜಿನ ಪ್ರಾಂಶುಪಾಲರು, ವಿಭಾಗದ ಮುಖ್ಯಸ್ಥರು ಉಪಸ್ಥಿತರಿದ್ದರು. <box>843 428 1106 552</box>
mungaru-headline-1: ಇಂದು ಮುಂಗಾರು ತಾಂತ್ರಿಕ <box>120 1718 371 1751</box>
dhruva-body-mid: ಹೋಳು ಬರಲು ಸಾಧ್ಯ. ಆಧ್ಯಾತ್ಮದ ಹಾದಿಯಲ್ಲಿ ಸಾಗುವವರಿಗೆ ಮನಸ್ಸಿನ ಶಾಂತಿ ಸಿಗುತ್ತದೆ. ಧ್ಯಾನ, ಜಪ, ತಪಸ್ಸು ಮನುಷ್ಯನ ಅಂತರಂಗ ಶುದ್ಧಿಗೆ ಸಹಕಾರಿ. ಯುವಜನತೆ ಆಧ್ಯಾತ್ಮದತ್ತ ಒಲವು ತೋರಬೇಕು. ಭಾರತೀಯ ಸಂಸ್ಕೃತಿಯಲ್ಲಿ ವೈರಾಗ್ಯಕ್ಕೆ ಮಹತ್ವದ ಸ್ಥಾನವಿದೆ. ಶರಣರು, ಸಂತರು ಇದನ್ನು ಸಾರಿದ್ದಾರೆ. ಆಸೆಯೇ ದುಃಖಕ್ಕೆ ಮೂಲ ಎಂಬ ಬುದ್ಧನ ಸಂದೇಶ ಪಾಲಿಸಬೇಕು. ಪರೋಪಕಾರ, ದಾನ, ಧರ್ಮದ ಕೆಲಸಗಳಲ್ಲಿ ತೊಡಗಿಸಿಕೊಳ್ಳಬೇಕು ಎಂದು ತಿಳಿಸಿದರು. ಹಿರಿಯರು, ಮುಖಂಡರು ಉಪಸ್ಥಿತರಿದ್ದರು. <box>655 1777 854 1955</box>
nagaraj-body-mid: ಲೋಕಸಭೆಯ ವಿರೋಧ ಪಕ್ಷದ ನಾಯಕರಾದ ರಾಹುಲ್ ಗಾಂಧಿ, ಎಐಸಿಸಿ ಅಧ್ಯಕ್ಷರಾದ ಮಲ್ಲಿಕಾರ್ಜುನ ಖರ್ಗೆ, ರಾಜ್ಯದ ಮುಖ್ಯಮಂತ್ರಿಗಳಾದ ಸಿದ್ದರಾಮಯ್ಯ, ಉಪ ಮುಖ್ಯಮಂತ್ರಿಗಳಾದ ಡಿ.ಕೆ. ಶಿವಕುಮಾರ್ ಅವರಿಗೆ ಅಭಿನಂದನೆಗಳನ್ನು ಸಲ್ಲಿಸಿದ್ದಾರೆ. ರಾಜ್ಯದ ಒಕ್ಕಲಿಗರ ಹಿತ ಕಾಯುವಲ್ಲಿ ಸರ್ಕಾರ ಮುಂದಾಗಿದೆ. <box>699 1368 886 1492</box>
june-headline: ಜೂನ್ 26–27: ತುಮಕೂರು ವಿವಿಯಲ್ಲಿ ರಾಜ್ಯಮಟ್ಟದ ಮಾಧ್ಯಮ ಹಬ್ಬ <box>659 154 1409 191</box>
kaadu-line-1: ಕಾಡು ಬೆಳೆಸಿ <box>929 2044 1022 2072</box>
somanna-body-far: ತಹಸೀಲ್ದಾರ್ ಹಾಗೂ ಅಧಿಕಾರಿಗಳು ಉಪಸ್ಥಿತರಿದ್ದರು. ರೈತರ ಸಮಸ್ಯೆಗಳನ್ನು ಆಲಿಸಿದ ಸಚಿವರು ಶೀಘ್ರ ಪರಿಹಾರ ಒದಗಿಸುವಂತೆ ಅಧಿಕಾರಿಗಳಿಗೆ ನಿರ್ದೇಶನ ನೀಡಿದರು. ಪಟ್ಟಣದ ಅಭಿವೃದ್ಧಿಗೆ ವಿಶೇಷ ಅನುದಾನ ಒದಗಿಸುವ ಭರವಸೆ ನೀಡಿದರು. ಗ್ರಾಮೀಣ ರಸ್ತೆಗಳ ಅಭಿವೃದ್ಧಿ, ಶಾಲಾ ಕಟ್ಟಡಗಳ ದುರಸ್ತಿಗೆ ಕ್ರಮ ಕೈಗೊಳ್ಳಲಾಗುವುದು. ಕಾರ್ಯಕ್ರಮದಲ್ಲಿ ಬಿಜೆಪಿ ಹಾಗೂ ಜೆಡಿಎಸ್ ಮುಖಂಡರು, ಕಾರ್ಯಕರ್ತರು ಭಾಗವಹಿಸಿದ್ದರು. ಸಚಿವರನ್ನು ಸನ್ಮಾನಿಸಿ ಗೌರವಿಸಲಾಯಿತು. <box>1288 704 1496 864</box>
krishi-body-right: ಯೋಜನೆಯಡಿ ಒಟ್ಟು 19ರಿಂದ ಹೆಚ್ಚು ಗ್ರಾಮಗಳಲ್ಲಿ ರೈತ ಸಂಪರ್ಕ ಕಾರ್ಯಕ್ರಮ ಆಯೋಜಿಸಲಾಗಿದೆ. ಕೃಷಿ ತಂತ್ರಜ್ಞಾನದ ವಿವಿಧ ಮಾದರಿಗಳನ್ನು ರೈತರಿಗೆ ಪರಿಚಯಿಸಲಾಯಿತು. ಕೇಂದ್ರ ಸರ್ಕಾರದ ಯೋಜನೆಗಳನ್ನು ರೈತರು ಸದುಪಯೋಗ ಪಡಿಸಿಕೊಳ್ಳಬೇಕು. ಹನಿ ನೀರಾವರಿ, ತುಂತುರು ನೀರಾವರಿ ಪದ್ಧತಿ ಅಳವಡಿಸಿಕೊಳ್ಳುವ ಮೂಲಕ ನೀರಿನ ಮಿತ ಬಳಕೆ ಮಾಡಬೇಕು. ರೈತ ಉತ್ಪಾದಕ ಸಂಸ್ಥೆಗಳ ಮೂಲಕ ಮಾರುಕಟ್ಟೆ ವ್ಯವಸ್ಥೆ ಬಲಪಡಿಸಬೇಕು. ಸಿರಿಧಾನ್ಯ ಬೆಳೆಗಳಿಗೆ ಹೆಚ್ಚಿನ ಬೇಡಿಕೆ ಇದ್ದು ರೈತರು ಅವುಗಳನ್ನು ಬೆಳೆಯಲು ಮುಂದಾಗಬೇಕು. ಕೃಷಿ ಇಲಾಖೆಯಿಂದ ಸಹಾಯಧನದಲ್ಲಿ ಯಂತ್ರೋಪಕರಣಗಳನ್ನು ವಿತರಿಸಲಾಗುತ್ತಿದೆ. ವೈಜ್ಞಾನಿಕ ಕೃಷಿಯಿಂದ ಇಳುವರಿ ಹೆಚ್ಚಿಸಿಕೊಳ್ಳಬಹುದು ಎಂದರು. <box>508 266 645 628</box>
